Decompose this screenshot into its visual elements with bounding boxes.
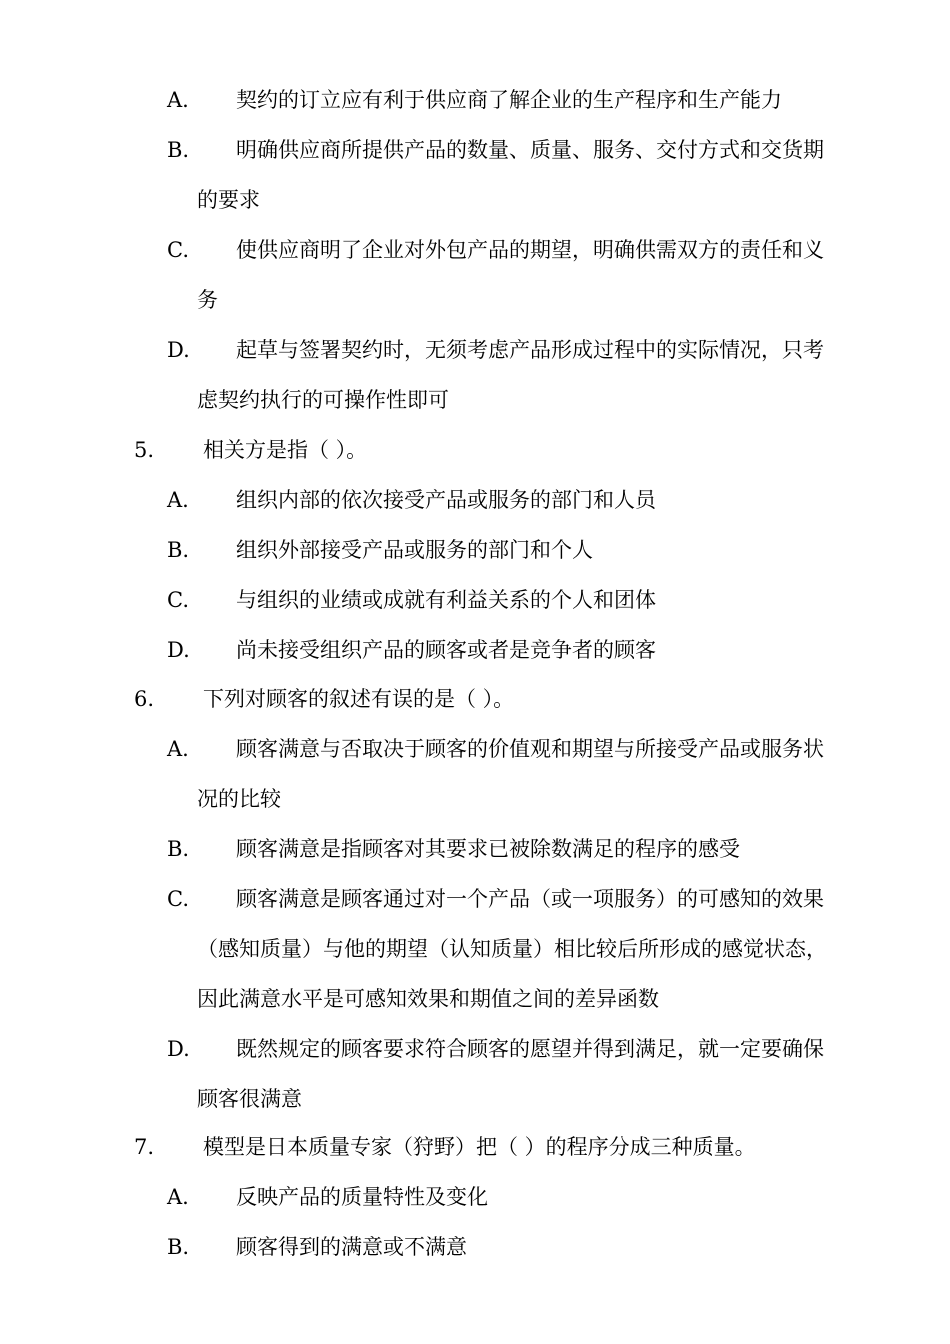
option-text-continued: 顾客很满意 xyxy=(197,1087,302,1111)
option-row-continued xyxy=(0,974,950,1024)
option-text: 起草与签署契约时，无须考虑产品形成过程中的实际情况，只考 xyxy=(236,338,824,362)
option-letter: C. xyxy=(167,588,189,612)
question-row xyxy=(0,1122,950,1172)
option-row-continued xyxy=(0,175,950,225)
option-row-continued xyxy=(0,924,950,974)
option-text: 反映产品的质量特性及变化 xyxy=(236,1185,488,1209)
option-row xyxy=(0,75,950,125)
option-letter: B. xyxy=(167,1235,190,1259)
option-letter: B. xyxy=(167,138,190,162)
option-text-continued: 因此满意水平是可感知效果和期值之间的差异函数 xyxy=(197,987,659,1011)
option-letter: C. xyxy=(167,887,189,911)
option-text-continued: （感知质量）与他的期望（认知质量）相比较后所形成的感觉状态， xyxy=(197,937,827,961)
option-row-continued xyxy=(0,275,950,325)
option-text: 顾客得到的满意或不满意 xyxy=(236,1235,467,1259)
option-letter: A. xyxy=(167,88,189,112)
option-row xyxy=(0,824,950,874)
option-letter: A. xyxy=(167,1185,189,1209)
option-text: 顾客满意与否取决于顾客的价值观和期望与所接受产品或服务状 xyxy=(236,737,824,761)
option-row xyxy=(0,475,950,525)
option-text-continued: 况的比较 xyxy=(197,787,281,811)
option-row xyxy=(0,525,950,575)
option-row xyxy=(0,1172,950,1222)
option-row xyxy=(0,325,950,375)
question-text: 相关方是指（ ）。 xyxy=(203,438,368,462)
option-row-continued xyxy=(0,774,950,824)
option-text: 既然规定的顾客要求符合顾客的愿望并得到满足，就一定要确保 xyxy=(236,1037,824,1061)
question-row xyxy=(0,425,950,475)
question-text: 模型是日本质量专家（狩野）把（ ）的程序分成三种质量。 xyxy=(203,1135,756,1159)
option-row xyxy=(0,125,950,175)
option-letter: C. xyxy=(167,238,189,262)
option-letter: B. xyxy=(167,837,190,861)
option-row xyxy=(0,1222,950,1272)
question-row xyxy=(0,674,950,724)
option-letter: D. xyxy=(167,1037,190,1061)
option-text: 顾客满意是顾客通过对一个产品（或一项服务）的可感知的效果 xyxy=(236,887,824,911)
option-text: 组织内部的依次接受产品或服务的部门和人员 xyxy=(236,488,656,512)
option-row xyxy=(0,724,950,774)
option-letter: A. xyxy=(167,488,189,512)
option-letter: B. xyxy=(167,538,190,562)
option-text: 使供应商明了企业对外包产品的期望，明确供需双方的责任和义 xyxy=(236,238,824,262)
option-text: 与组织的业绩或成就有利益关系的个人和团体 xyxy=(236,588,656,612)
option-row-continued xyxy=(0,1074,950,1124)
option-text-continued: 的要求 xyxy=(197,188,260,212)
option-text: 顾客满意是指顾客对其要求已被除数满足的程序的感受 xyxy=(236,837,740,861)
option-letter: A. xyxy=(167,737,189,761)
option-text: 明确供应商所提供产品的数量、质量、服务、交付方式和交货期 xyxy=(236,138,824,162)
option-row-continued xyxy=(0,375,950,425)
option-row xyxy=(0,625,950,675)
option-letter: D. xyxy=(167,638,190,662)
question-number: 6. xyxy=(134,687,155,711)
option-text-continued: 务 xyxy=(197,288,218,312)
option-row xyxy=(0,874,950,924)
option-text: 尚未接受组织产品的顾客或者是竞争者的顾客 xyxy=(236,638,656,662)
option-text: 契约的订立应有利于供应商了解企业的生产程序和生产能力 xyxy=(236,88,782,112)
question-number: 5. xyxy=(134,438,155,462)
option-text: 组织外部接受产品或服务的部门和个人 xyxy=(236,538,593,562)
option-row xyxy=(0,1024,950,1074)
option-row xyxy=(0,225,950,275)
option-row xyxy=(0,575,950,625)
question-number: 7. xyxy=(134,1135,155,1159)
option-text-continued: 虑契约执行的可操作性即可 xyxy=(197,388,449,412)
option-letter: D. xyxy=(167,338,190,362)
question-text: 下列对顾客的叙述有误的是（ ）。 xyxy=(203,687,515,711)
